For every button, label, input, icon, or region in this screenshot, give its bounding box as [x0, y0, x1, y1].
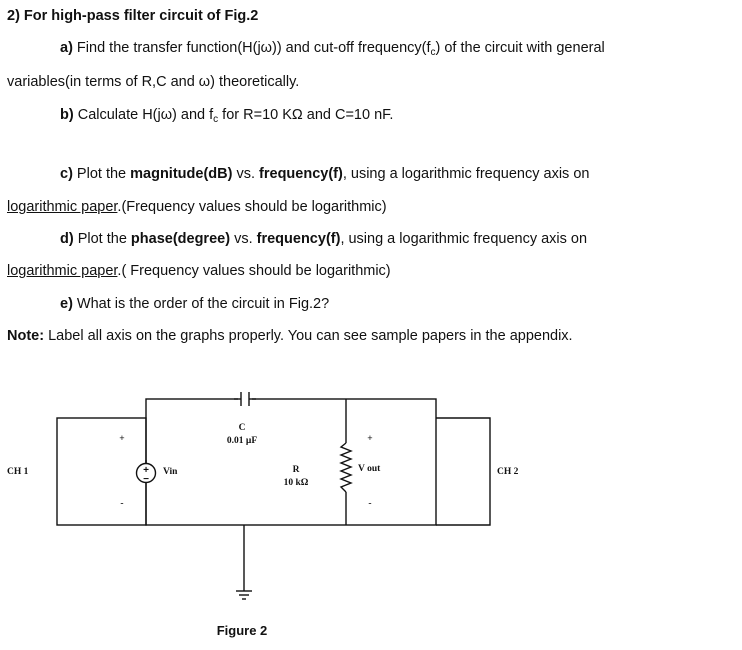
part-e-label: e) — [60, 296, 73, 312]
resistor-symbol — [339, 443, 353, 492]
svg-text:+: + — [143, 465, 149, 476]
part-c-tail: .(Frequency values should be logarithmic) — [117, 199, 387, 215]
part-c-line2 — [7, 198, 387, 216]
part-d-label: d) — [60, 231, 74, 247]
part-d-link[interactable]: logarithmic paper — [7, 263, 118, 279]
part-c-post: , using a logarithmic frequency axis on — [342, 166, 590, 182]
capacitor-label: C — [238, 423, 246, 433]
part-a-text1: Find the transfer function(H(jω)) and cut-off frequency(f — [72, 40, 431, 56]
ground-symbol — [236, 591, 252, 599]
circuit-wires — [57, 399, 490, 591]
ch2-label: CH 2 — [497, 467, 519, 477]
part-d-mid: vs. — [230, 231, 257, 247]
part-e-text: What is the order of the circuit in Fig.2? — [72, 296, 330, 312]
part-b-post: for R=10 KΩ and C=10 nF. — [218, 107, 394, 123]
vout-label: V out — [358, 464, 381, 474]
capacitor-symbol — [234, 392, 256, 406]
part-e — [60, 295, 329, 313]
svg-text:−: − — [143, 474, 149, 485]
part-c-pre: Plot the — [72, 166, 131, 182]
part-d-line2 — [7, 262, 391, 280]
part-d-tail: .( Frequency values should be logarithmic) — [117, 263, 391, 279]
vin-label: Vin — [163, 467, 178, 477]
vout-plus-sign: + — [367, 434, 373, 444]
part-a-line2: variables(in terms of R,C and ω) theoretically. — [7, 74, 300, 90]
part-b-label: b) — [60, 107, 74, 123]
part-d-bold1: phase(degree) — [130, 231, 231, 247]
part-d-line1 — [60, 230, 587, 248]
question-header: 2) For high-pass filter circuit of Fig.2 — [7, 8, 259, 24]
circuit-figure — [0, 380, 742, 650]
part-a-label: a) — [60, 40, 73, 56]
note-text: Label all axis on the graphs properly. You can see sample papers in the appendix. — [44, 328, 573, 344]
part-c-bold2: frequency(f) — [259, 166, 343, 182]
part-b-pre: Calculate H(jω) and f — [73, 107, 214, 123]
resistor-label: R — [292, 465, 300, 475]
vout-minus-sign: - — [368, 499, 372, 509]
part-d-post: , using a logarithmic frequency axis on — [340, 231, 588, 247]
part-a-sub: c — [430, 47, 436, 58]
part-b-sub: c — [213, 114, 219, 125]
ch1-label: CH 1 — [7, 467, 29, 477]
voltage-source-symbol — [137, 464, 156, 486]
part-c-line1 — [60, 165, 589, 183]
part-d-bold2: frequency(f) — [256, 231, 341, 247]
vin-minus-sign: - — [120, 499, 124, 509]
part-a-text1-end: ) of the circuit with general — [435, 40, 605, 56]
part-a-line1 — [60, 39, 605, 57]
part-c-link[interactable]: logarithmic paper — [7, 199, 118, 215]
capacitor-value: 0.01 µF — [226, 436, 258, 446]
note — [7, 327, 573, 345]
vin-plus-sign: + — [119, 434, 125, 444]
figure-caption: Figure 2 — [216, 623, 268, 638]
note-label: Note: — [7, 328, 45, 344]
part-c-mid: vs. — [232, 166, 260, 182]
part-b — [60, 106, 393, 124]
part-c-bold1: magnitude(dB) — [130, 166, 233, 182]
resistor-value: 10 kΩ — [283, 478, 309, 488]
part-d-pre: Plot the — [73, 231, 131, 247]
part-c-label: c) — [60, 166, 73, 182]
